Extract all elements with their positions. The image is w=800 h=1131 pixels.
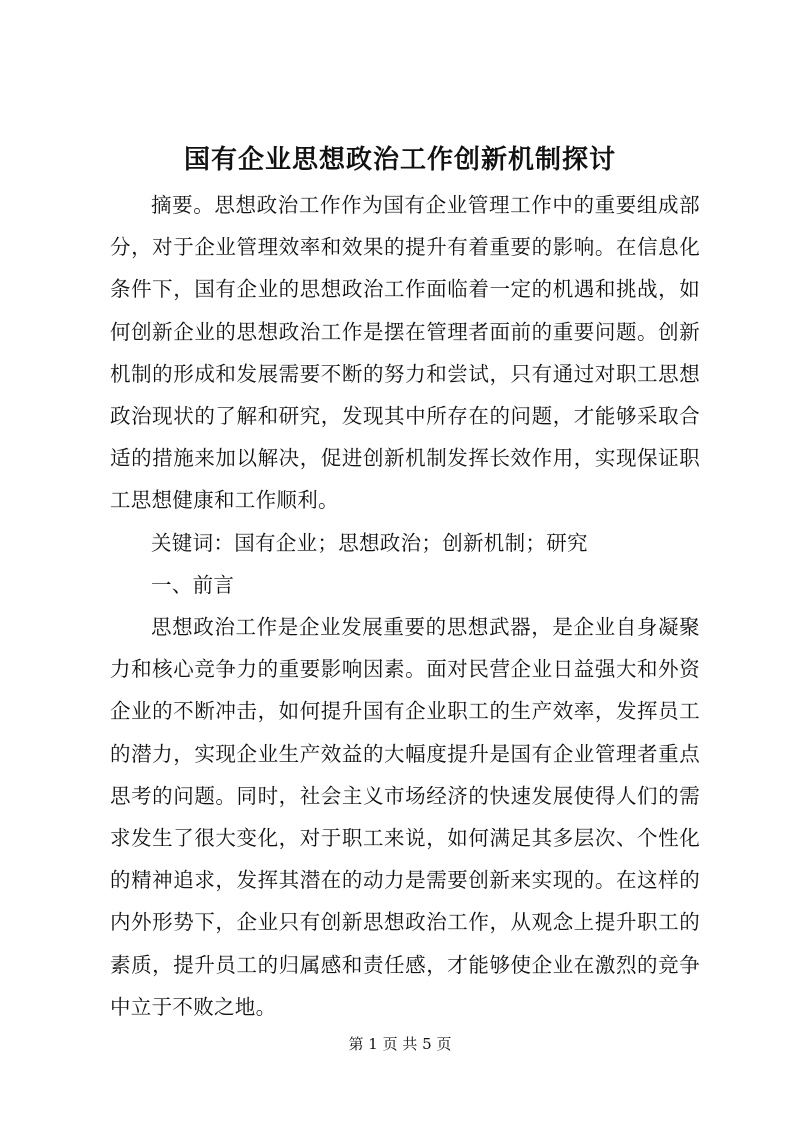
document-body <box>110 184 700 1028</box>
page-number-footer: 第 1 页 共 5 页 <box>348 1035 452 1053</box>
section-heading: 一、前言 <box>151 572 235 597</box>
intro-paragraph: 思想政治工作是企业发展重要的思想武器，是企业自身凝聚力和核心竞争力的重要影响因素。面对民营企业日益强大和外资企业的不断冲击，如何提升国有企业职工的生产效率，发挥员工的潜力，实现企业生产效益的大幅度提升是国有企业管理者重点思考的问题。同时，社会主义市场经济的快速发展使得人们的需求发生了很大变化，对于职工来说，如何满足其多层次、个性化的精神追求，发挥其潜在的动力是需要创新来实现的。在这样的内外形势下，企业只有创新思想政治工作，从观念上提升职工的素质，提升员工的归属感和责任感，才能够使企业在激烈的竞争中立于不败之地。 <box>110 615 700 1019</box>
keywords-line: 关键词：国有企业；思想政治；创新机制；研究 <box>151 530 588 555</box>
abstract-paragraph: 摘要。思想政治工作作为国有企业管理工作中的重要组成部分，对于企业管理效率和效果的提升有着重要的影响。在信息化条件下，国有企业的思想政治工作面临着一定的机遇和挑战，如何创新企业的思想政治工作是摆在管理者面前的重要问题。创新机制的形成和发展需要不断的努力和尝试，只有通过对职工思想政治现状的了解和研究，发现其中所存在的问题，才能够采取合适的措施来加以解决，促进创新机制发挥长效作用，实现保证职工思想健康和工作顺利。 <box>110 193 700 513</box>
document-title: 国有企业思想政治工作创新机制探讨 <box>183 145 616 175</box>
